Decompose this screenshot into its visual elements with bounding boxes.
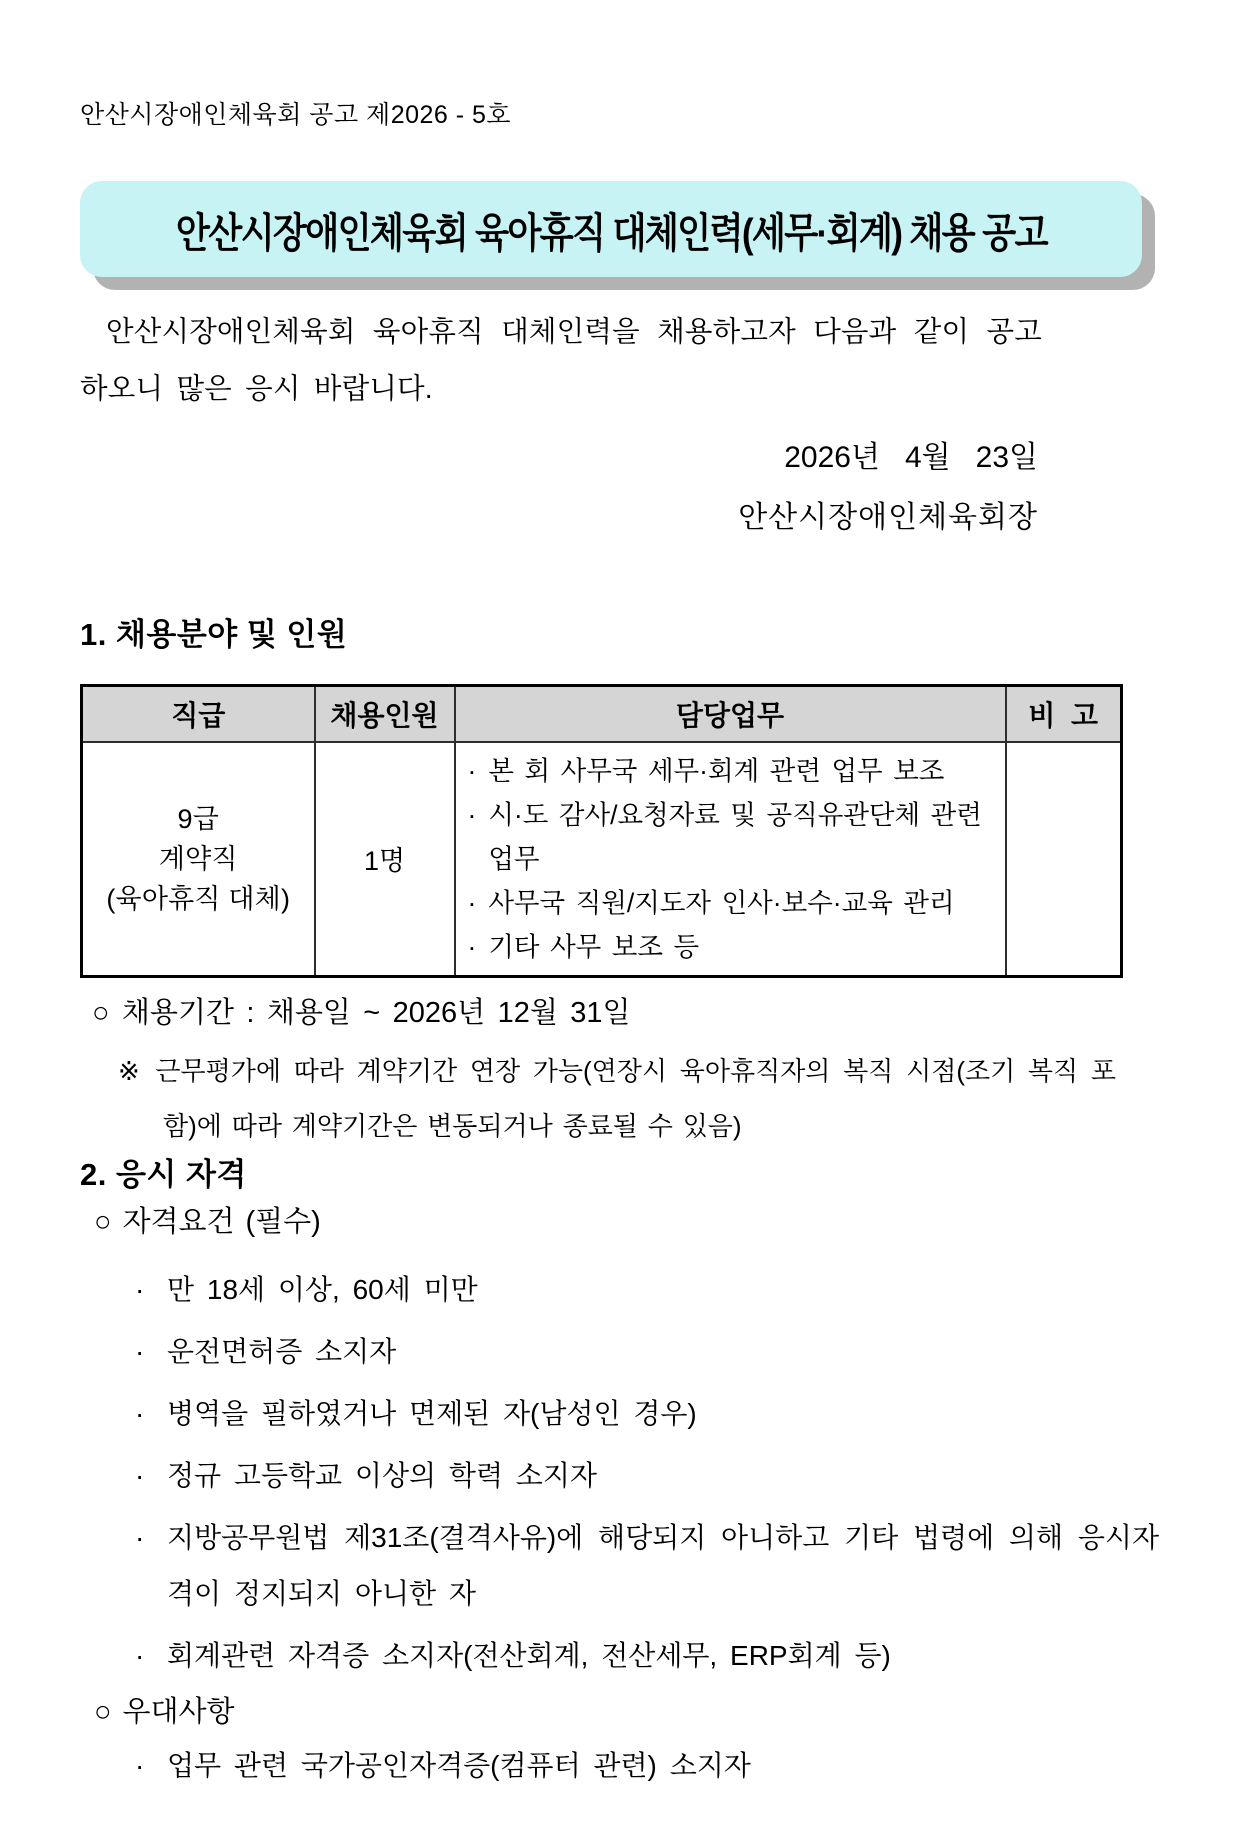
- duties-list: [468, 749, 999, 969]
- duties-cell: [455, 742, 1006, 977]
- duty-text: 사무국 직원/지도자 인사·보수·교육 관리: [488, 887, 955, 918]
- requirement-item: [135, 1386, 1160, 1442]
- title-highlight-box: [80, 181, 1142, 277]
- duty-item: [468, 749, 999, 793]
- signer-title: 안산시장애인체육회장: [738, 501, 1038, 534]
- required-qualifications-list: [135, 1262, 1160, 1684]
- date-signature-block: [80, 435, 1160, 541]
- requirement-text: 회계관련 자격증 소지자(전산회계, 전산세무, ERP회계 등): [167, 1639, 891, 1671]
- page-title: 안산시장애인체육회 육아휴직 대체인력(세무·회계) 채용 공고: [175, 209, 1047, 256]
- bullet-icon: ·: [467, 755, 477, 786]
- bullet-icon: ·: [135, 1335, 145, 1367]
- duty-item: [468, 793, 999, 881]
- col-header-position: 직급: [82, 686, 315, 742]
- table-row: [82, 742, 1122, 977]
- requirement-text: 만 18세 이상, 60세 미만: [167, 1273, 478, 1305]
- duty-text: 시·도 감사/요청자료 및 공직유관단체 관련 업무: [488, 799, 982, 874]
- employment-period: ○ 채용기간 : 채용일 ~ 2026년 12월 31일: [92, 996, 631, 1029]
- section2-heading: 2. 응시 자격: [80, 1156, 247, 1192]
- requirement-item: [135, 1510, 1160, 1622]
- bullet-icon: ·: [467, 887, 477, 918]
- requirement-item: [135, 1628, 1160, 1684]
- preferred-qualifications-heading: ○ 우대사항: [94, 1695, 235, 1728]
- bullet-icon: ·: [467, 799, 477, 830]
- bullet-icon: ·: [135, 1273, 145, 1305]
- bullet-icon: ·: [135, 1521, 145, 1553]
- remarks-cell: [1006, 742, 1122, 977]
- col-header-duties: 담당업무: [455, 686, 1006, 742]
- doc-number: 안산시장애인체육회 공고 제2026 - 5호: [80, 101, 512, 129]
- bullet-icon: ·: [467, 931, 477, 962]
- duty-text: 기타 사무 보조 등: [488, 931, 700, 962]
- required-qualifications-heading: ○ 자격요건 (필수): [94, 1205, 321, 1238]
- requirement-item: [135, 1324, 1160, 1380]
- period-note: ※ 근무평가에 따라 계약기간 연장 가능(연장시 육아휴직자의 복직 시점(조기 복직 포함)에 따라 계약기간은 변동되거나 종료될 수 있음): [118, 1055, 1116, 1141]
- bullet-icon: ·: [135, 1639, 145, 1671]
- position-cell: [82, 742, 315, 977]
- position-line: 계약직: [158, 843, 238, 874]
- col-header-count: 채용인원: [315, 686, 455, 742]
- table-header-row: [82, 686, 1122, 742]
- requirement-text: 정규 고등학교 이상의 학력 소지자: [167, 1459, 597, 1491]
- col-header-remarks: 비 고: [1006, 686, 1122, 742]
- requirement-item: [135, 1448, 1160, 1504]
- requirement-text: 지방공무원법 제31조(결격사유)에 해당되지 아니하고 기타 법령에 의해 응시자격이 정지되지 아니한 자: [167, 1521, 1159, 1609]
- position-line: (육아휴직 대체): [106, 883, 291, 914]
- count-cell: 1명: [315, 742, 455, 977]
- duty-item: [468, 881, 999, 925]
- section1-heading: 1. 채용분야 및 인원: [80, 617, 348, 652]
- recruitment-table: [80, 684, 1123, 978]
- preference-item: [135, 1738, 1160, 1794]
- bullet-icon: ·: [135, 1459, 145, 1491]
- duty-text: 본 회 사무국 세무·회계 관련 업무 보조: [488, 755, 945, 786]
- intro-paragraph: 안산시장애인체육회 육아휴직 대체인력을 채용하고자 다음과 같이 공고하오니 많은 응시 바랍니다.: [80, 316, 1042, 405]
- requirement-text: 운전면허증 소지자: [167, 1335, 397, 1367]
- requirement-text: 병역을 필하였거나 면제된 자(남성인 경우): [167, 1397, 697, 1429]
- bullet-icon: ·: [135, 1397, 145, 1429]
- position-lines: [83, 799, 314, 919]
- preferred-qualifications-list: [135, 1738, 1160, 1794]
- bullet-icon: ·: [135, 1749, 145, 1781]
- announcement-date: 2026년 4월 23일: [784, 441, 1038, 474]
- requirement-item: [135, 1262, 1160, 1318]
- preference-text: 업무 관련 국가공인자격증(컴퓨터 관련) 소지자: [167, 1749, 751, 1781]
- duty-item: [468, 925, 999, 969]
- position-line: 9급: [177, 803, 219, 834]
